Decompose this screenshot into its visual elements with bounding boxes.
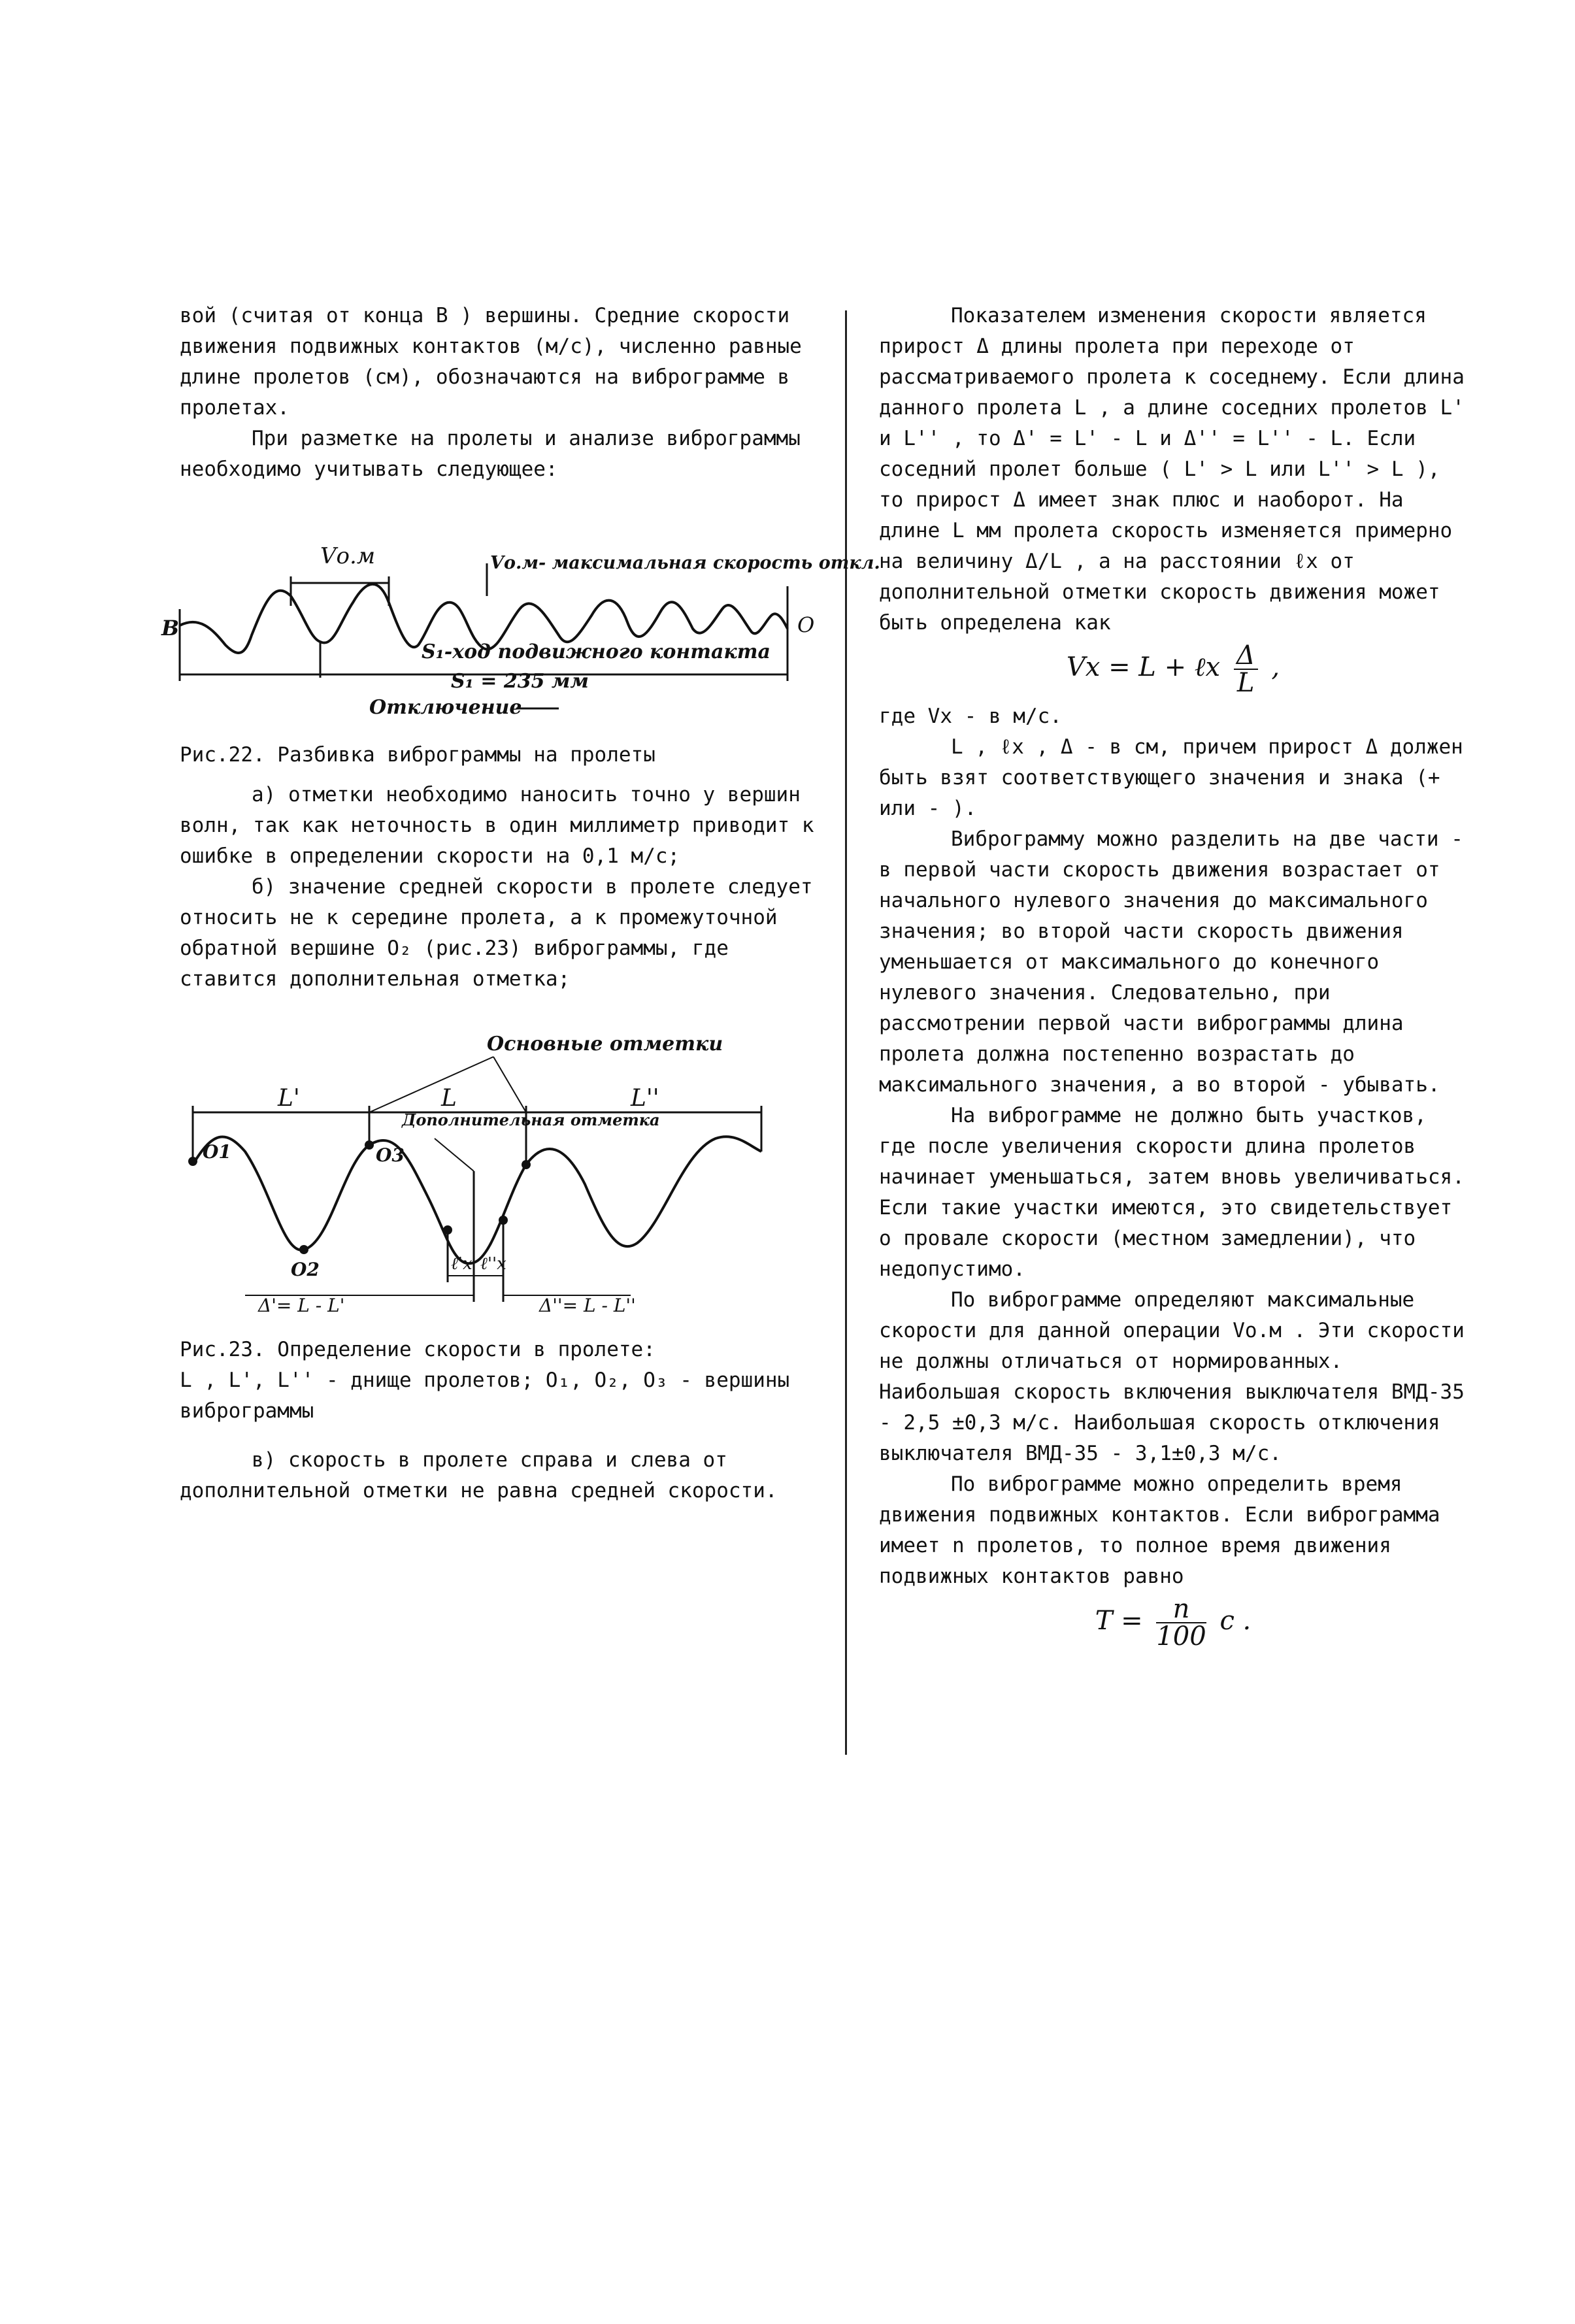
formula-time — [879, 1596, 1467, 1650]
where-line-1: где Vx - в м/с. — [879, 705, 1062, 728]
label-l1: L' — [278, 1085, 300, 1112]
label-b: В — [161, 616, 180, 640]
label-lx2: ℓ''x — [480, 1254, 506, 1274]
formula-vx-numerator: Δ — [1234, 642, 1258, 670]
figure-23-vibrogram — [173, 1021, 840, 1315]
formula-time-left: T = — [1095, 1606, 1143, 1636]
label-o: О — [797, 612, 815, 637]
formula-vx-denominator: L — [1236, 668, 1255, 698]
formula-vx — [879, 642, 1467, 696]
left-paragraph-1: вой (считая от конца В ) вершины. Средние скорости движения подвижных контактов (м/с), численно равные длине пролетов (см), обозначаются на виброграмме в пролетах. — [180, 304, 802, 420]
label-add-mark: Дополнительная отметка — [402, 1110, 660, 1129]
label-d2: Δ''= L - L'' — [539, 1295, 636, 1316]
right-paragraph-5: По виброграмме можно определить время движения подвижных контактов. Если виброграмма имеет n пролетов, то полное время движения подвижных контактов равно — [879, 1472, 1440, 1588]
label-vom: Vо.м — [320, 543, 376, 569]
label-main-marks: Основные отметки — [487, 1033, 723, 1055]
right-paragraph-4: По виброграмме определяют максимальные скорости для данной операции Vо.м . Эти скорости не должны отличаться от нормированных. Наибольшая скорость включения выключателя ВМД-35 - 2,5 ±0,3 м/с. Наибольшая скорость отключения выключателя ВМД-35 - 3,1±0,3 м/с. — [879, 1288, 1465, 1465]
add-mark-leader — [435, 1138, 474, 1171]
item-v: в) скорость в пролете справа и слева от дополнительной отметки не равна средней скорости. — [180, 1448, 778, 1502]
point-lx2 — [499, 1216, 508, 1225]
formula-vx-fraction — [1234, 642, 1258, 696]
label-vam: Vо.м- максимальная скорость откл. — [490, 553, 880, 573]
caption-fig-23-line-1: Рис.23. Определение скорости в пролете: — [180, 1338, 655, 1361]
column-divider — [845, 310, 847, 1755]
vibrogram-wave — [193, 1137, 761, 1263]
point-lx1 — [443, 1225, 452, 1235]
main-marks-leader-2 — [493, 1057, 526, 1112]
label-o1: O1 — [203, 1141, 231, 1163]
formula-vx-tail: , — [1271, 652, 1280, 682]
main-marks-leader-1 — [369, 1057, 493, 1112]
item-b: б) значение средней скорости в пролете следует относить не к середине пролета, а к промежуточной обратной вершине O₂ (рис.23) виброграммы, где ставится дополнительная отметка; — [180, 875, 813, 991]
left-paragraph-2: При разметке на пролеты и анализе виброграммы необходимо учитывать следующее: — [180, 427, 801, 481]
right-paragraph-2: Виброграмму можно разделить на две части - в первой части скорость движения возрастает от начального нулевого значения до максимального значения; во второй части скорость движения уменьшается от максимального до конечного нулевого значения. Следовательно, при рассмотрении первой части виброграммы длина пролета должна постепенно возрастать до максимального значения, а во второй - убывать. — [879, 827, 1463, 1097]
label-s1: S₁ = 235 мм — [451, 670, 589, 693]
label-l: L — [441, 1085, 457, 1112]
label-o2: O2 — [291, 1259, 320, 1280]
formula-time-numerator: n — [1156, 1596, 1206, 1623]
label-lx1: ℓ'x — [451, 1254, 472, 1274]
caption-fig-23-line-2: L , L', L'' - днище пролетов; O₁, O₂, O₃ - вершины виброграммы — [180, 1369, 790, 1423]
formula-vx-left: Vx = L + ℓx — [1066, 652, 1221, 682]
formula-time-tail: c . — [1219, 1606, 1252, 1636]
formula-time-denominator: 100 — [1156, 1621, 1206, 1652]
item-a: а) отметки необходимо наносить точно у вершин волн, так как неточность в один миллиметр приводит к ошибке в определении скорости на 0,1 м/с; — [180, 783, 814, 868]
right-paragraph-3: На виброграмме не должно быть участков, где после увеличения скорости длина пролетов начинает уменьшаться, затем вновь увеличиваться. Если такие участки имеются, это свидетельствует о провале скорости (местном замедлении), что недопустимо. — [879, 1104, 1465, 1281]
label-off: Отключение — [369, 696, 522, 719]
point-right-peak — [522, 1160, 531, 1169]
label-o3: O3 — [376, 1144, 405, 1166]
figure-22-vibrogram — [160, 524, 880, 720]
point-o2 — [299, 1245, 308, 1254]
right-paragraph-1: Показателем изменения скорости является прирост Δ длины пролета при переходе от рассматриваемого пролета к соседнему. Если длина данного пролета L , а длине соседних пролетов L' и L'' , то Δ' = L' - L и Δ'' = L'' - L. Если соседний пролет больше ( L' > L или L'' > L ), то прирост Δ имеет знак плюс и наоборот. На длине L мм пролета скорость изменяется примерно на величину Δ/L , а на расстоянии ℓx от дополнительной отметки скорость движения может быть определена как — [879, 304, 1465, 635]
label-stroke: S₁-ход подвижного контакта — [422, 640, 771, 663]
caption-fig-22: Рис.22. Разбивка виброграммы на пролеты — [180, 743, 655, 767]
where-line-2: L , ℓx , Δ - в см, причем прирост Δ должен быть взят соответствующего значения и знака (+ или - ). — [879, 735, 1463, 820]
label-l2: L'' — [631, 1085, 659, 1112]
point-o3 — [365, 1140, 374, 1150]
label-d1: Δ'= L - L' — [258, 1295, 345, 1316]
left-column — [161, 301, 880, 1506]
right-column — [879, 301, 1467, 1655]
point-o1 — [188, 1157, 197, 1166]
formula-time-fraction — [1156, 1596, 1206, 1650]
